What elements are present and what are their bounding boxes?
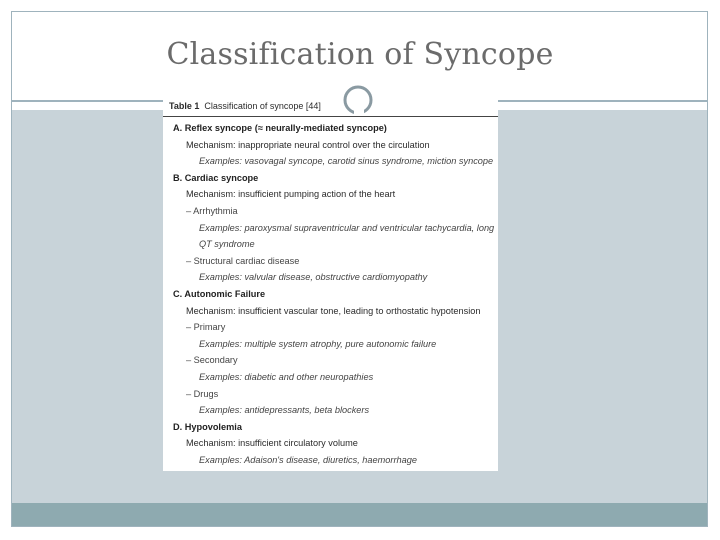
table-row-example2: Examples: valvular disease, obstructive cardiomyopathy [199,272,428,283]
table-row-example: Examples: vasovagal syncope, carotid sinus syndrome, miction syncope [199,156,494,167]
slide-title: Classification of Syncope [166,37,554,72]
table-header-rule [163,116,498,117]
classification-table [163,98,498,471]
table-row-section: A. Reflex syncope (≈ neurally-mediated syncope) [173,123,387,133]
table-header [169,101,321,111]
table-row-section: D. Hypovolemia [173,421,242,432]
table-row-example2: Examples: antidepressants, beta blockers [199,405,370,416]
table-row-sub: – Arrhythmia [186,206,238,216]
table-label: Table 1 [169,101,200,111]
table-row-sub: – Structural cardiac disease [186,255,300,266]
table-row-example2: Examples: diabetic and other neuropathies [199,372,374,382]
table-row-sub: – Primary [186,322,226,333]
table-row-mechanism: Mechanism: insufficient circulatory volume [186,438,358,449]
table-caption: Classification of syncope [44] [204,101,321,111]
table-row-mechanism: Mechanism: insufficient pumping action of the heart [186,189,396,200]
table-row-example2: QT syndrome [199,239,255,250]
table-row-sub: – Drugs [186,388,219,399]
table-row-example2: Examples: paroxysmal supraventricular and ventricular tachycardia, long [199,222,495,233]
table-row-example: Examples: Adaison's disease, diuretics, haemorrhage [199,455,417,465]
ring-icon [342,84,374,116]
table-row-mechanism: Mechanism: insufficient vascular tone, leading to orthostatic hypotension [186,305,481,316]
table-row-section: C. Autonomic Failure [173,289,266,299]
table-row-sub: – Secondary [186,355,238,366]
table-row-example2: Examples: multiple system atrophy, pure autonomic failure [199,338,437,349]
footer-bar [12,503,707,526]
table-row-mechanism: Mechanism: inappropriate neural control over the circulation [186,139,430,150]
table-row-section: B. Cardiac syncope [173,172,259,183]
